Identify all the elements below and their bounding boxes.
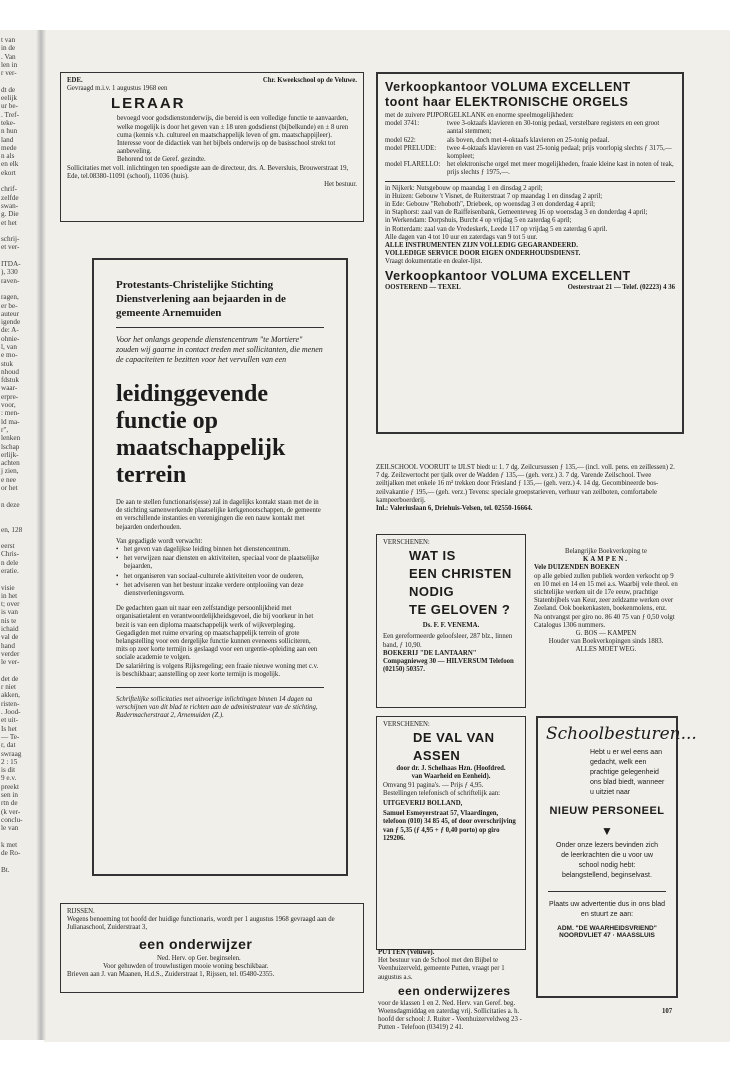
- clip-line: val de: [1, 633, 19, 642]
- clip-line: . Tref-: [1, 110, 19, 119]
- christen-desc: Een gereformeerde geloofsleer, 287 blz., linnen band, ƒ 10,90.: [383, 633, 513, 649]
- model-name: model 3741:: [385, 120, 420, 128]
- putten-intro: Het bestuur van de School met den Bijbel te Veenhuizerveld, gemeente Putten, vraagt per 1 augustus a.s.: [378, 957, 505, 981]
- clip-line: igende: [1, 318, 21, 327]
- clip-line: Is het: [1, 724, 17, 733]
- clip-line: conclu-: [1, 815, 23, 824]
- pcs-p1: De aan te stellen functionaris(esse) zal in dagelijks kontakt staan met de in de stichting samenwerkende plaatselijke kerkgenootschappen, de gemeente en verschillende instanties en verenigingen die een nauw kontakt met bejaarden onderhouden.: [116, 499, 321, 531]
- ad-putten: [378, 949, 526, 1033]
- clip-line: l, van: [1, 342, 17, 351]
- clip-line: visie: [1, 583, 15, 592]
- clip-line: er be-: [1, 301, 18, 310]
- clip-line: erpre-: [1, 392, 19, 401]
- ede-church: Behorend tot de Geref. gezindte.: [117, 156, 206, 164]
- title-line: DE VAL VAN: [413, 730, 495, 746]
- clip-line: is van: [1, 608, 18, 617]
- voluma-guarantee: ALLE INSTRUMENTEN ZIJN VOLLEDIG GEGARANDEERD.: [385, 242, 578, 250]
- clip-line: hand: [1, 641, 15, 650]
- pcs-list-item: • het geven van dagelijkse leiding binnen het dienstencentrum.: [116, 546, 324, 554]
- clip-line: Chris-: [1, 550, 19, 559]
- christen-pub: BOEKERIJ "DE LANTAARN" Compagnieweg 30 — HILVERSUM Telefoon (02150) 50357.: [383, 649, 514, 674]
- clip-line: auteur: [1, 309, 19, 318]
- clip-line: ITDA-: [1, 260, 21, 269]
- clip-line: Bt.: [1, 865, 10, 874]
- rijssen-head: RIJSSEN.: [67, 908, 95, 915]
- clip-line: r",: [1, 425, 9, 434]
- ad-boekverkoping: [534, 548, 678, 655]
- christen-title: [383, 547, 519, 619]
- title-line: EEN CHRISTEN: [409, 566, 512, 582]
- boek-owner: Houder van Boekverkopingen sinds 1883.: [548, 638, 664, 646]
- clip-line: r ver-: [1, 69, 17, 78]
- clip-line: mede: [1, 143, 17, 152]
- voluma-addr-right: Oesterstraat 21 — Telef. (02223) 4 36: [567, 283, 675, 291]
- pcs-title: leidinggevende functie op maatschappelijk terrein: [116, 381, 286, 488]
- demo-location: in Rotterdam: zaal van de Vredeskerk, Leede 117 op vrijdag 5 en zaterdag 6 april.: [385, 225, 608, 233]
- clip-line: lschap: [1, 442, 20, 451]
- ad-arnemuiden: [92, 258, 348, 876]
- clip-line: de Ro-: [1, 849, 21, 858]
- page-number: 107: [662, 1008, 673, 1015]
- assen-addr: Samuel Esmeyerstraat 57, Vlaardingen, telefoon (010) 34 85 45, of door overschrijving van ƒ 5,35 (ƒ 4,95 + ƒ 0,40 porto) op giro 129206.: [383, 810, 516, 842]
- clip-line: verder: [1, 649, 20, 658]
- pcs-list-item: • het verwijzen naar diensten en aktiviteiten, speciaal voor de plaatselijke bejaarden,: [116, 555, 324, 571]
- ad-rijssen: [60, 903, 364, 993]
- clip-line: : men-: [1, 409, 20, 418]
- ede-body: bevoegd voor godsdienstonderwijs, die bereid is een volledige functie te aanvaarden, welke mogelijk is door het geven van ± 18 uren godsdienst (bijbelkunde) en ± 8 uren cuma (kennis v.h. cultureel en maatschappelijk leven of gm. maatschappijleer).: [117, 115, 349, 139]
- clip-line: et uit-: [1, 716, 18, 725]
- clip-line: teke-: [1, 118, 16, 127]
- clip-line: in het: [1, 591, 18, 600]
- model-name: model FLARELLO:: [385, 161, 441, 169]
- clip-line: (k ver-: [1, 807, 21, 816]
- clip-line: ), 330: [1, 268, 18, 277]
- pcs-list-item: • het organiseren van sociaal-culturele aktiviteiten voor de ouderen,: [116, 573, 324, 581]
- clip-line: 9 e.v.: [1, 774, 17, 783]
- model-name: model 622:: [385, 136, 416, 144]
- boek-l2: KAMPEN.: [583, 556, 629, 564]
- clip-line: j zien,: [1, 467, 19, 476]
- voluma-models: [385, 120, 675, 177]
- clip-line: r, dat: [1, 741, 16, 750]
- boek-firm: G. BOS — KAMPEN: [575, 630, 637, 638]
- clip-line: chrif-: [1, 185, 17, 194]
- pcs-p3: De gedachten gaan uit naar een zelfstandige persoonlijkheid met organisatietalent en verantwoordelijkheidsgevoel, die bij voorkeur in het bezit is van een diploma maatschappelijk werk of wijkverpleging. Gegadigden met ruime ervaring op maatschappelijk terrein of grote belangstelling voor een dergelijke functie kunnen eveneens solliciteren, mits op zeer korte termijn is geslaagd voor een urgentie-opleiding aan een sociale academie te volgen.: [116, 605, 318, 662]
- voluma-addr-left: OOSTEREND — TEXEL: [385, 283, 461, 291]
- assen-label: VERSCHENEN:: [383, 721, 430, 728]
- voluma-heading-3: Verkoopkantoor VOLUMA EXCELLENT: [385, 268, 631, 283]
- ede-place: EDE.: [67, 77, 83, 84]
- clip-line: nis te: [1, 616, 17, 625]
- voluma-intro: met de zuivere PIJPORGELKLANK en enorme speelmogelijkheden:: [385, 112, 574, 119]
- ede-intro: Gevraagd m.i.v. 1 augustus 1968 een: [67, 85, 168, 93]
- pcs-header: Protestants-Christelijke Stichting Dienstverlening aan bejaarden in de gemeente Arnemuiden: [116, 279, 286, 319]
- boek-l1: Belangrijke Boekverkoping te: [565, 548, 647, 555]
- clip-line: de: A-: [1, 326, 19, 335]
- clip-line: n als: [1, 152, 15, 161]
- assen-pub: UITGEVERIJ BOLLAND,: [383, 800, 463, 808]
- clip-line: ld ma-: [1, 417, 20, 426]
- clip-line: in de: [1, 44, 16, 53]
- clip-line: r niet: [1, 683, 16, 692]
- clip-line: land: [1, 135, 14, 144]
- demo-location: in Ede: Gebouw "Rehoboth", Driebeek, op woensdag 3 en donderdag 4 april;: [385, 201, 595, 209]
- title-line: TE GELOVEN ?: [409, 602, 511, 618]
- clip-line: le van: [1, 824, 19, 833]
- clip-line: swraag: [1, 749, 22, 758]
- model-desc: twee 4-oktaafs klavieren en vast 25-tonig pedaal; prijs voorlopig slechts ƒ 3175,— kompleet;: [447, 144, 672, 161]
- clip-line: zelfde: [1, 193, 19, 202]
- pcs-list: [104, 546, 336, 605]
- model-row: [385, 161, 675, 177]
- clip-line: preekt: [1, 782, 19, 791]
- arrow-down-icon: ▼: [601, 824, 613, 838]
- clip-line: ur be-: [1, 102, 18, 111]
- christen-label: VERSCHENEN:: [383, 539, 430, 546]
- clip-line: n dele: [1, 558, 19, 567]
- pcs-outro: Schriftelijke sollicitaties met uitvoerige inlichtingen binnen 14 dagen na verschijnen van dit blad te richten aan de administrateur van de stichting, Radermacherstraat 2, Arnemuiden (Z.).: [116, 696, 318, 720]
- clip-line: akken,: [1, 691, 20, 700]
- demo-location: in Nijkerk: Nutsgebouw op maandag 1 en dinsdag 2 april;: [385, 184, 543, 192]
- voluma-heading-1: Verkoopkantoor VOLUMA EXCELLENT: [385, 80, 631, 94]
- rijssen-apply: Brieven aan J. van Maanen, H.d.S., Zuiderstraat 1, Rijssen, tel. 05480-2355.: [67, 971, 275, 979]
- clip-line: is dit: [1, 766, 16, 775]
- clip-line: stuk: [1, 359, 13, 368]
- school-addr2: NOORDVLIET 47 · MAASSLUIS: [559, 932, 655, 939]
- ad-zeilschool: [376, 464, 676, 513]
- voluma-places: [385, 185, 675, 234]
- ad-assen: [376, 716, 526, 950]
- voluma-days: Alle dagen van 4 tot 10 uur en zaterdags van 9 tot 5 uur.: [385, 233, 538, 241]
- pcs-list-item: • het adviseren van het bestuur inzake verdere ontplooiing van deze dienstverleningsvorm.: [116, 582, 324, 598]
- voluma-heading-2: toont haar ELEKTRONISCHE ORGELS: [385, 95, 629, 109]
- putten-head: PUTTEN (Veluwe).: [378, 949, 435, 956]
- putten-body: voor de klassen 1 en 2. Ned. Herv. van Geref. beg. Woensdagmiddag en zaterdag vrij. Sollicitaties a. h. hoofd der school: J. Ruiter - Veenhuizerveldweg 23 - Putten - Telefoon (03419) 2 41.: [378, 999, 522, 1032]
- rijssen-church: Ned. Herv. op Ger. beginselen.: [157, 954, 241, 962]
- clip-line: n hun: [1, 127, 18, 136]
- assen-title: [383, 729, 519, 765]
- ede-org: Chr. Kweekschool op de Veluwe.: [262, 77, 357, 84]
- clip-line: . Van: [1, 52, 16, 61]
- clip-line: ragen,: [1, 293, 19, 302]
- clip-line: — Te-: [1, 732, 20, 741]
- clip-line: sen in: [1, 791, 18, 800]
- clip-line: nhoud: [1, 367, 19, 376]
- model-name: model PRELUDE:: [385, 144, 437, 152]
- school-t2: Onder onze lezers bevinden zich de leerkrachten die u voor uw school nodig hebt: belangstellend, beginselvast.: [556, 842, 658, 879]
- clip-line: n deze: [1, 500, 20, 509]
- rijssen-house: Voor gehuwden of trouwlustigen mooie woning beschikbaar.: [103, 962, 269, 970]
- zeil-text: ZEILSCHOOL VOORUIT te IJLST biedt u: 1. 7 dg. Zeilcursussen ƒ 135,— (incl. voll. pens. en zeillessen) 2. 7 dg. Zeilzwertocht per tjalk over de Wadden ƒ 135,— (geh. verz.) 3. 7 dg. Varende Zeilschool. Twee zeiltjalken met enkele 16 m² trekken door Friesland ƒ 135,— (geh. verz.) 4. 14 dg. Gecombineerde bos-zeilvakantie ƒ 195,— (geh. verz.) Tevens: speciale groepstarieven, verhuur van zeilboten, comfortabele kampeerboerderij.: [376, 464, 675, 504]
- boek-cat: Na ontvangst per giro no. 86 40 75 van ƒ 0,50 volgt Catalogus 1306 nummers.: [534, 613, 675, 629]
- model-desc: het elektronische orgel met meer mogelijkheden, fraaie kleine kast in noten of teak, prijs slechts ƒ 1975,—.: [447, 161, 674, 177]
- title-line: NODIG: [409, 584, 455, 600]
- clip-line: swan-: [1, 201, 19, 210]
- school-t3: Plaats uw advertentie dus in ons blad en stuurt ze aan:: [549, 901, 665, 918]
- ad-christen: [376, 534, 526, 708]
- clip-line: e nee: [1, 475, 16, 484]
- school-big: NIEUW PERSONEEL: [549, 805, 665, 817]
- ede-sign: Het bestuur.: [324, 181, 357, 189]
- model-desc: twee 3-oktaafs klavieren en 30-tonig pedaal, verstelbare registers en een groot aantal stemmen;: [447, 120, 660, 136]
- clip-line: waar-: [1, 384, 18, 393]
- clip-line: ohnie-: [1, 334, 20, 343]
- boek-l3: Vele DUIZENDEN BOEKEN: [534, 564, 620, 572]
- ede-interest: Interesse voor de didactiek van het bijbels onderwijs op de basisschool strekt tot aanbeveling.: [117, 140, 336, 156]
- clip-line: en, 128: [1, 525, 23, 534]
- clip-line: e mo-: [1, 351, 18, 360]
- clip-line: eerst: [1, 542, 15, 551]
- clip-line: le ver-: [1, 658, 20, 667]
- model-row: [385, 145, 675, 161]
- clip-line: k met: [1, 840, 18, 849]
- clip-line: or het: [1, 484, 18, 493]
- pcs-intro: Voor het onlangs geopende dienstencentrum "te Mortiere" zouden wij gaarne in contact treden met sollicitanten, die menen de capaciteiten te bezitten voor het vervullen van een: [116, 335, 323, 364]
- clip-line: fdstuk: [1, 376, 19, 385]
- pcs-p2: Van gegadigde wordt verwacht:: [116, 537, 203, 545]
- clip-line: 2 : 15: [1, 757, 18, 766]
- ede-apply: Sollicitaties met voll. inlichtingen ten spoedigste aan de directeur, drs. A. Beversluis, Brouwerstraat 19, Ede, tel.08380-11091 (school), 11036 (huis).: [67, 164, 349, 180]
- voluma-ask: Vraagt dokumentatie en dealer-lijst.: [385, 258, 483, 266]
- ad-voluma: [376, 72, 684, 434]
- school-script: Schoolbesturen...: [546, 724, 697, 744]
- clip-line: raven-: [1, 276, 20, 285]
- rijssen-title: een onderwijzer: [139, 935, 253, 952]
- clip-line: ekort: [1, 168, 16, 177]
- clip-line: ichaid: [1, 625, 19, 634]
- clip-line: erlijk-: [1, 450, 19, 459]
- ad-schoolbesturen: [536, 716, 697, 998]
- clip-line: achten: [1, 459, 20, 468]
- title-line: WAT IS: [409, 548, 456, 564]
- demo-location: in Staphorst: zaal van de Raiffeisenbank, Gemeenteweg 16 op woensdag 3 en donderdag 4 april;: [385, 209, 648, 217]
- clip-line: eelijk: [1, 94, 17, 103]
- clip-line: et het: [1, 218, 17, 227]
- clip-line: . Jood-: [1, 708, 21, 717]
- school-addr1: ADM. "DE WAARHEIDSVRIEND": [557, 925, 657, 932]
- clip-line: rtn de: [1, 799, 18, 808]
- clip-line: lenken: [1, 434, 21, 443]
- boek-end: ALLES MOET WEG.: [575, 646, 637, 654]
- ad-ede: [60, 72, 364, 222]
- page-gutter: [36, 30, 46, 1040]
- clip-line: schrij-: [1, 235, 20, 244]
- clip-line: det de: [1, 674, 19, 683]
- clip-line: risten-: [1, 699, 20, 708]
- demo-location: in Huizen: Gebouw 't Visnet, de Ruiterstraat 7 op maandag 1 en dinsdag 2 april;: [385, 192, 603, 200]
- clip-line: en elk: [1, 160, 19, 169]
- clip-line: len in: [1, 60, 18, 69]
- assen-author: door dr. J. Schelhaas Hzn. (Hoofdred. van Waarheid en Eenheid).: [396, 765, 506, 781]
- model-row: [385, 137, 675, 145]
- clip-line: voor,: [1, 401, 16, 410]
- clip-line: g. Die: [1, 210, 19, 219]
- clip-line: et ver-: [1, 243, 20, 252]
- putten-title: een onderwijzeres: [398, 983, 511, 998]
- clip-line: t; over: [1, 600, 20, 609]
- school-t1: Hebt u er wel eens aan gedacht, welk een prachtige gelegenheid ons blad biedt, wanneer u uitziet naar: [590, 749, 665, 796]
- clip-line: dt de: [1, 85, 16, 94]
- pcs-p4: De salariëring is volgens Rijksregeling; een fraaie nieuwe woning met c.v. is beschikbaar; aanstelling op zeer korte termijn is mogelijk.: [116, 662, 319, 678]
- christen-author: Ds. F. F. VENEMA.: [422, 622, 480, 630]
- model-row: [385, 120, 675, 136]
- clip-line: t van: [1, 36, 16, 44]
- model-desc: als boven, doch met 4-oktaafs klavieren en 25-tonig pedaal.: [447, 136, 610, 144]
- title-line: ASSEN: [413, 748, 461, 764]
- rijssen-intro: Wegens benoeming tot hoofd der huidige functionaris, wordt per 1 augustus 1968 gevraagd aan de Julianaschool, Zuiderstraat 3,: [67, 916, 335, 932]
- assen-desc: Omvang 91 pagina's. — Prijs ƒ 4,95. Bestellingen telefonisch of schriftelijk aan:: [383, 781, 501, 797]
- ede-title: LERAAR: [111, 95, 186, 113]
- zeil-info: Inl.: Valeriuslaan 6, Driehuis-Velsen, tel. 02550-16664.: [376, 505, 533, 513]
- clip-line: eratie.: [1, 567, 19, 575]
- voluma-service: VOLLEDIGE SERVICE DOOR EIGEN ONDERHOUDSDIENST.: [385, 250, 581, 258]
- demo-location: in Werkendam: Dorpshuis, Burcht 4 op vrijdag 5 en zaterdag 6 april;: [385, 217, 572, 225]
- boek-body: op alle gebied zullen publiek worden verkocht op 9 en 10 mei en 14 en 15 mei a.s. Waarbij vele theol. en stichtelijke werken uit de 17e eeuw, prachtige Statenbijbels van Keur, zeer zeldzame werken over Zeeland. Ook boekenkasten, boekenmolens, enz.: [534, 572, 678, 613]
